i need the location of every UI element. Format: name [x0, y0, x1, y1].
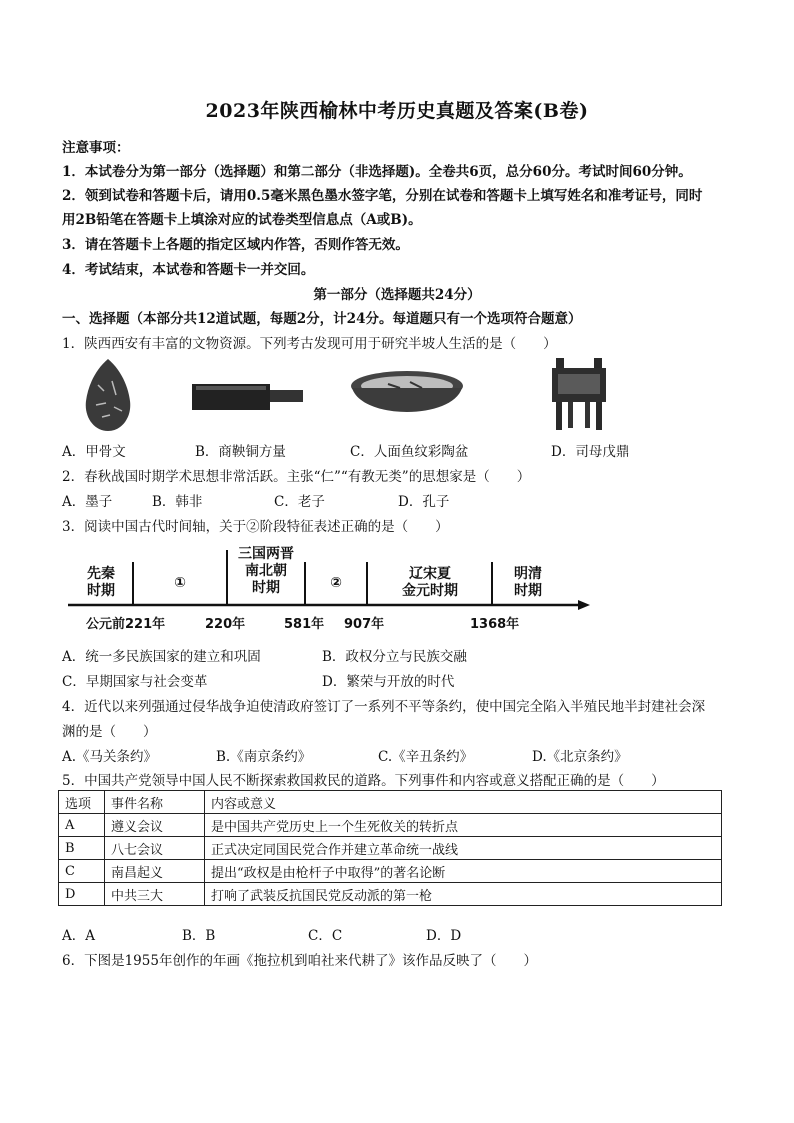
timeline-year-220: 220年	[205, 617, 246, 632]
page-title: 2023年陕西榆林中考历史真题及答案(B卷)	[205, 100, 589, 122]
q4-option-b: B.《南京条约》	[216, 749, 312, 765]
table-cell: D	[59, 883, 105, 906]
notice-item-4: 4．考试结束，本试卷和答题卡一并交回。	[62, 262, 315, 278]
notice-item-3: 3．请在答题卡上各题的指定区域内作答，否则作答无效。	[62, 237, 409, 253]
table-row	[59, 883, 722, 906]
q5-table	[58, 790, 722, 906]
notice-item-2-cont: 用2B铅笔在答题卡上填涂对应的试卷类型信息点（A或B)。	[62, 212, 422, 228]
table-cell: 正式决定同国民党合作并建立革命统一战线	[205, 837, 722, 860]
q5-option-c: C．C	[308, 928, 343, 944]
q4-option-d: D.《北京条约》	[532, 749, 628, 765]
timeline-year-907: 907年	[344, 617, 385, 632]
table-cell: 打响了武装反抗国民党反动派的第一枪	[205, 883, 722, 906]
q3-option-c: C．早期国家与社会变革	[62, 674, 208, 690]
q1-option-b: B．商鞅铜方量	[195, 444, 286, 460]
q3-stem: 3．阅读中国古代时间轴，关于②阶段特征表述正确的是（ ）	[62, 519, 449, 535]
q3-option-b: B．政权分立与民族交融	[322, 649, 467, 665]
q4-option-c: C.《辛丑条约》	[378, 749, 474, 765]
section1-heading: 一、选择题（本部分共12道试题，每题2分，计24分。每道题只有一个选项符合题意）	[62, 311, 582, 327]
q3-option-a: A．统一多民族国家的建立和巩固	[62, 649, 261, 665]
part1-title: 第一部分（选择题共24分）	[313, 287, 481, 303]
timeline-period-ming-qing: 明清 时期	[514, 566, 542, 599]
q2-option-d: D．孔子	[398, 494, 450, 510]
notice-item-1: 1．本试卷分为第一部分（选择题）和第二部分（非选择题)。全卷共6页，总分60分。考试时间60分钟。	[62, 164, 692, 180]
q1-option-c: C．人面鱼纹彩陶盆	[350, 444, 469, 460]
table-header-content: 内容或意义	[205, 791, 722, 814]
q5-stem: 5．中国共产党领导中国人民不断探索救国救民的道路。下列事件和内容或意义搭配正确的是（ ）	[62, 773, 665, 789]
q5-option-d: D．D	[426, 928, 462, 944]
table-header-option: 选项	[59, 791, 105, 814]
table-cell: 中共三大	[105, 883, 205, 906]
q6-stem: 6．下图是1955年创作的年画《拖拉机到咱社来代耕了》该作品反映了（ ）	[62, 953, 537, 969]
q3-option-d: D．繁荣与开放的时代	[322, 674, 455, 690]
table-row	[59, 860, 722, 883]
table-header-row	[59, 791, 722, 814]
table-cell: 南昌起义	[105, 860, 205, 883]
timeline-year-1368: 1368年	[470, 617, 520, 632]
timeline-period-1: ①	[174, 575, 186, 591]
table-row	[59, 814, 722, 837]
q2-option-a: A．墨子	[62, 494, 113, 510]
table-cell: C	[59, 860, 105, 883]
bronze-measure-image	[190, 378, 305, 414]
q1-option-d: D．司母戊鼎	[551, 444, 630, 460]
q1-stem: 1．陕西西安有丰富的文物资源。下列考古发现可用于研究半坡人生活的是（ ）	[62, 336, 557, 352]
pottery-basin-image	[348, 368, 466, 430]
q1-option-a: A．甲骨文	[62, 444, 126, 460]
table-header-event: 事件名称	[105, 791, 205, 814]
timeline-period-2: ②	[330, 575, 342, 591]
timeline-year-581: 581年	[284, 617, 325, 632]
q5-option-a: A．A	[62, 928, 95, 944]
table-cell: 是中国共产党历史上一个生死攸关的转折点	[205, 814, 722, 837]
table-cell: 八七会议	[105, 837, 205, 860]
table-row	[59, 837, 722, 860]
notice-item-2: 2．领到试卷和答题卡后，请用0.5毫米黑色墨水签字笔，分别在试卷和答题卡上填写姓名和准考证号，同时	[62, 188, 703, 204]
q4-stem-cont: 渊的是（ ）	[62, 724, 157, 740]
q5-option-b: B．B	[182, 928, 216, 944]
timeline-period-three-kingdoms: 三国两晋 南北朝 时期	[238, 546, 294, 596]
table-cell: A	[59, 814, 105, 837]
q4-stem: 4．近代以来列强通过侵华战争迫使清政府签订了一系列不平等条约，使中国完全陷入半殖民地半封建社会深	[62, 699, 706, 715]
timeline-year-221bc: 公元前221年	[86, 617, 166, 632]
table-cell: 遵义会议	[105, 814, 205, 837]
oracle-bone-image	[78, 355, 138, 435]
timeline-period-pre-qin: 先秦 时期	[87, 566, 115, 599]
q2-option-c: C．老子	[274, 494, 325, 510]
table-cell: 提出“政权是由枪杆子中取得”的著名论断	[205, 860, 722, 883]
q2-option-b: B．韩非	[152, 494, 203, 510]
table-cell: B	[59, 837, 105, 860]
notice-heading: 注意事项：	[62, 140, 130, 156]
q4-option-a: A.《马关条约》	[62, 749, 158, 765]
timeline-period-liao-song: 辽宋夏 金元时期	[402, 566, 458, 599]
bronze-ding-image	[548, 356, 610, 432]
q2-stem: 2．春秋战国时期学术思想非常活跃。主张“仁”“有教无类”的思想家是（ ）	[62, 469, 531, 485]
